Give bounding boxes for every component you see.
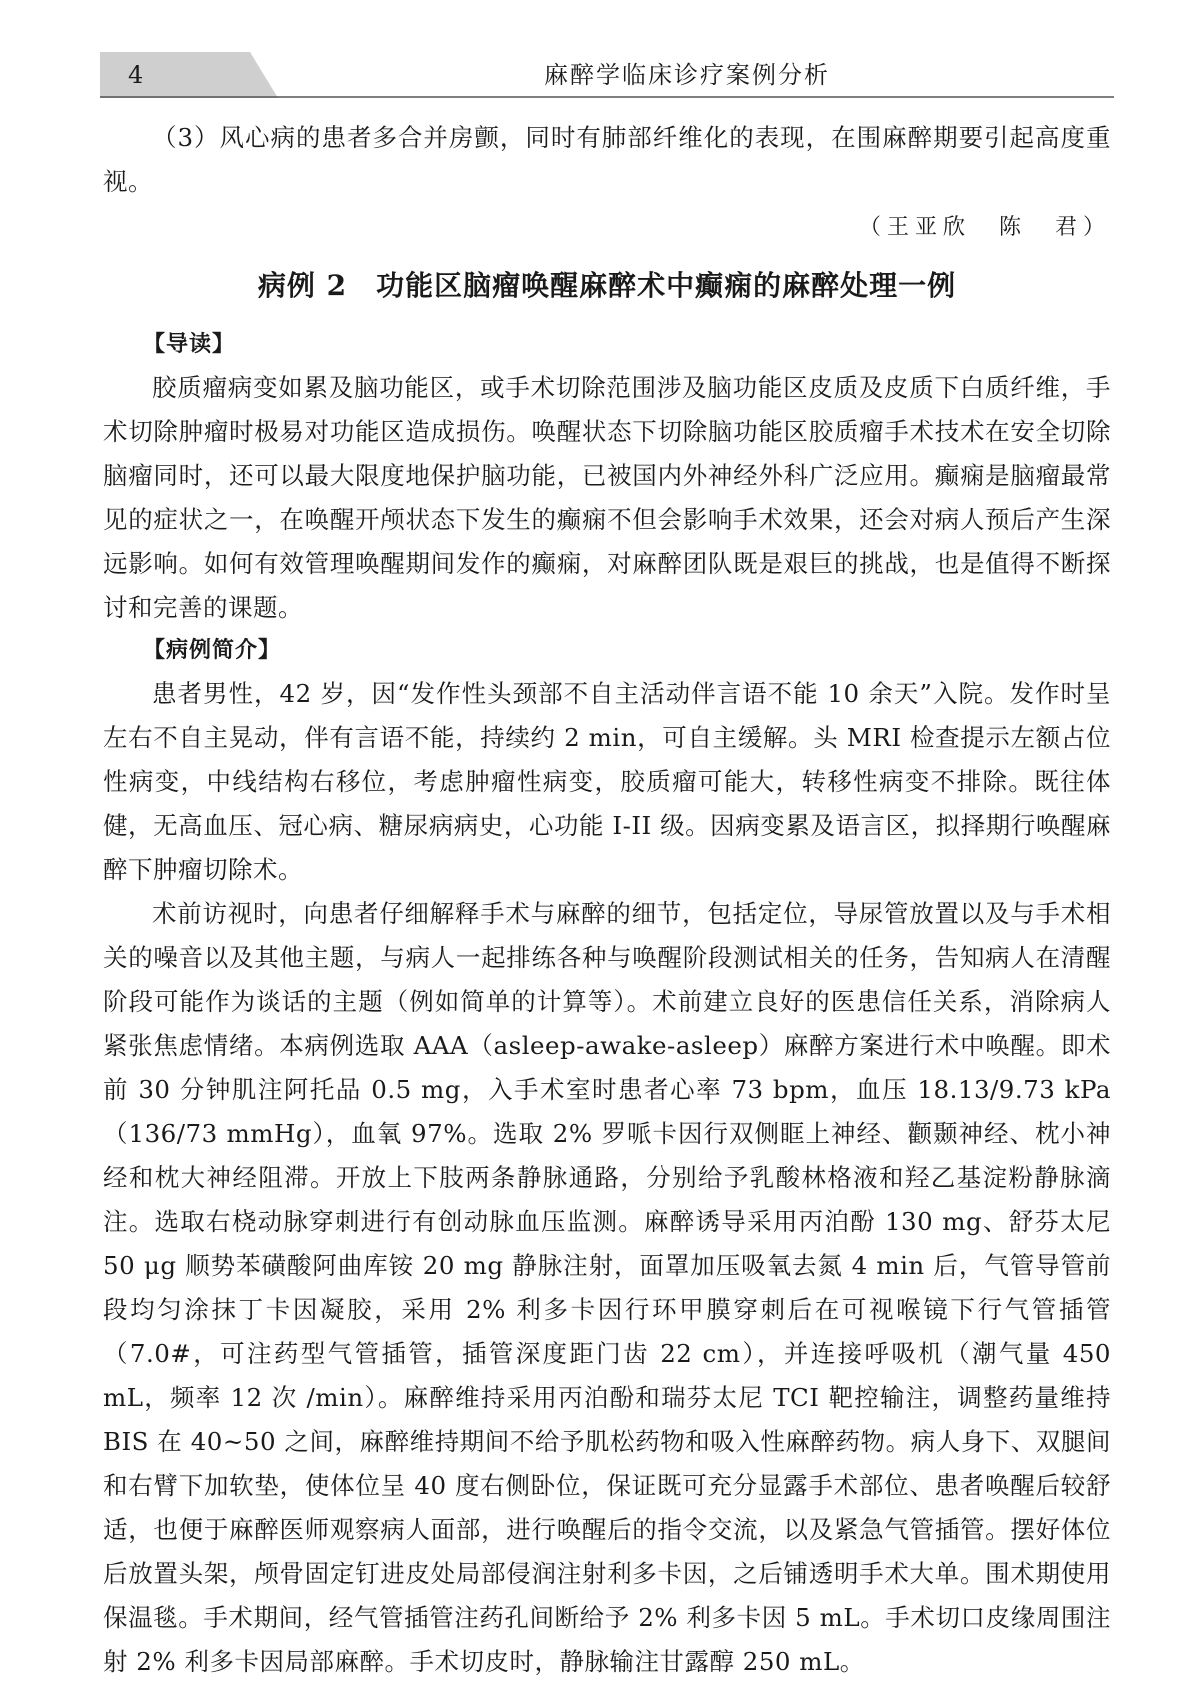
case-paragraph-1: 患者男性，42 岁，因“发作性头颈部不自主活动伴言语不能 10 余天”入院。发作时呈左右不自主晃动，伴有言语不能，持续约 2 min，可自主缓解。头 MRI 检查提示左额占位性病变，中线结构右移位，考虑肿瘤性病变，胶质瘤可能大，转移性病变不排除。既往体健，无高血压、冠心病、糖尿病病史，心功能 I-II 级。因病变累及语言区，拟择期行唤醒麻醉下肿瘤切除术。 [103,679,1111,884]
guide-paragraph: 胶质瘤病变如累及脑功能区，或手术切除范围涉及脑功能区皮质及皮质下白质纤维，手术切除肿瘤时极易对功能区造成损伤。唤醒状态下切除脑功能区胶质瘤手术技术在安全切除脑瘤同时，还可以最大限度地保护脑功能，已被国内外神经外科广泛应用。癫痫是脑瘤最常见的症状之一，在唤醒开颅状态下发生的癫痫不但会影响手术效果，还会对病人预后产生深远影响。如何有效管理唤醒期间发作的癫痫，对麻醉团队既是艰巨的挑战，也是值得不断探讨和完善的课题。 [103,373,1111,622]
page-body [103,116,1111,1684]
section-heading-case-summary: 【病例简介】 [143,638,282,663]
page-number: 4 [128,61,144,89]
page-header [100,52,1114,98]
author-credit: （王亚欣 陈 君） [858,215,1111,240]
case-paragraph-2: 术前访视时，向患者仔细解释手术与麻醉的细节，包括定位，导尿管放置以及与手术相关的噪音以及其他主题，与病人一起排练各种与唤醒阶段测试相关的任务，告知病人在清醒阶段可能作为谈话的主题（例如简单的计算等）。术前建立良好的医患信任关系，消除病人紧张焦虑情绪。本病例选取 AAA（asleep-awake-asleep）麻醉方案进行术中唤醒。即术前 30 分钟肌注阿托品 0.5 mg，入手术室时患者心率 73 bpm，血压 18.13/9.73 kPa（136/73 mmHg），血氧 97%。选取 2% 罗哌卡因行双侧眶上神经、颧颞神经、枕小神经和枕大神经阻滞。开放上下肢两条静脉通路，分别给予乳酸林格液和羟乙基淀粉静脉滴注。选取右桡动脉穿刺进行有创动脉血压监测。麻醉诱导采用丙泊酚 130 mg、舒芬太尼 50 μg 顺势苯磺酸阿曲库铵 20 mg 静脉注射，面罩加压吸氧去氮 4 min 后，气管导管前段均匀涂抹丁卡因凝胶，采用 2% 利多卡因行环甲膜穿刺后在可视喉镜下行气管插管（7.0#，可注药型气管插管，插管深度距门齿 22 cm），并连接呼吸机（潮气量 450 mL，频率 12 次 /min）。麻醉维持采用丙泊酚和瑞芬太尼 TCI 靶控输注，调整药量维持 BIS 在 40~50 之间，麻醉维持期间不给予肌松药物和吸入性麻醉药物。病人身下、双腿间和右臂下加软垫，使体位呈 40 度右侧卧位，保证既可充分显露手术部位、患者唤醒后较舒适，也便于麻醉医师观察病人面部，进行唤醒后的指令交流，以及紧急气管插管。摆好体位后放置头架，颅骨固定钉进皮处局部侵润注射利多卡因，之后铺透明手术大单。围术期使用保温毯。手术期间，经气管插管注药孔间断给予 2% 利多卡因 5 mL。手术切口皮缘周围注射 2% 利多卡因局部麻醉。手术切皮时，静脉输注甘露醇 250 mL。 [103,899,1111,1676]
intro-paragraph: （3）风心病的患者多合并房颤，同时有肺部纤维化的表现，在围麻醉期要引起高度重视。 [103,123,1111,196]
running-title: 麻醉学临床诊疗案例分析 [544,61,830,89]
case-title: 病例 2 功能区脑瘤唤醒麻醉术中癫痫的麻醉处理一例 [257,269,957,302]
section-heading-guide: 【导读】 [143,332,236,357]
